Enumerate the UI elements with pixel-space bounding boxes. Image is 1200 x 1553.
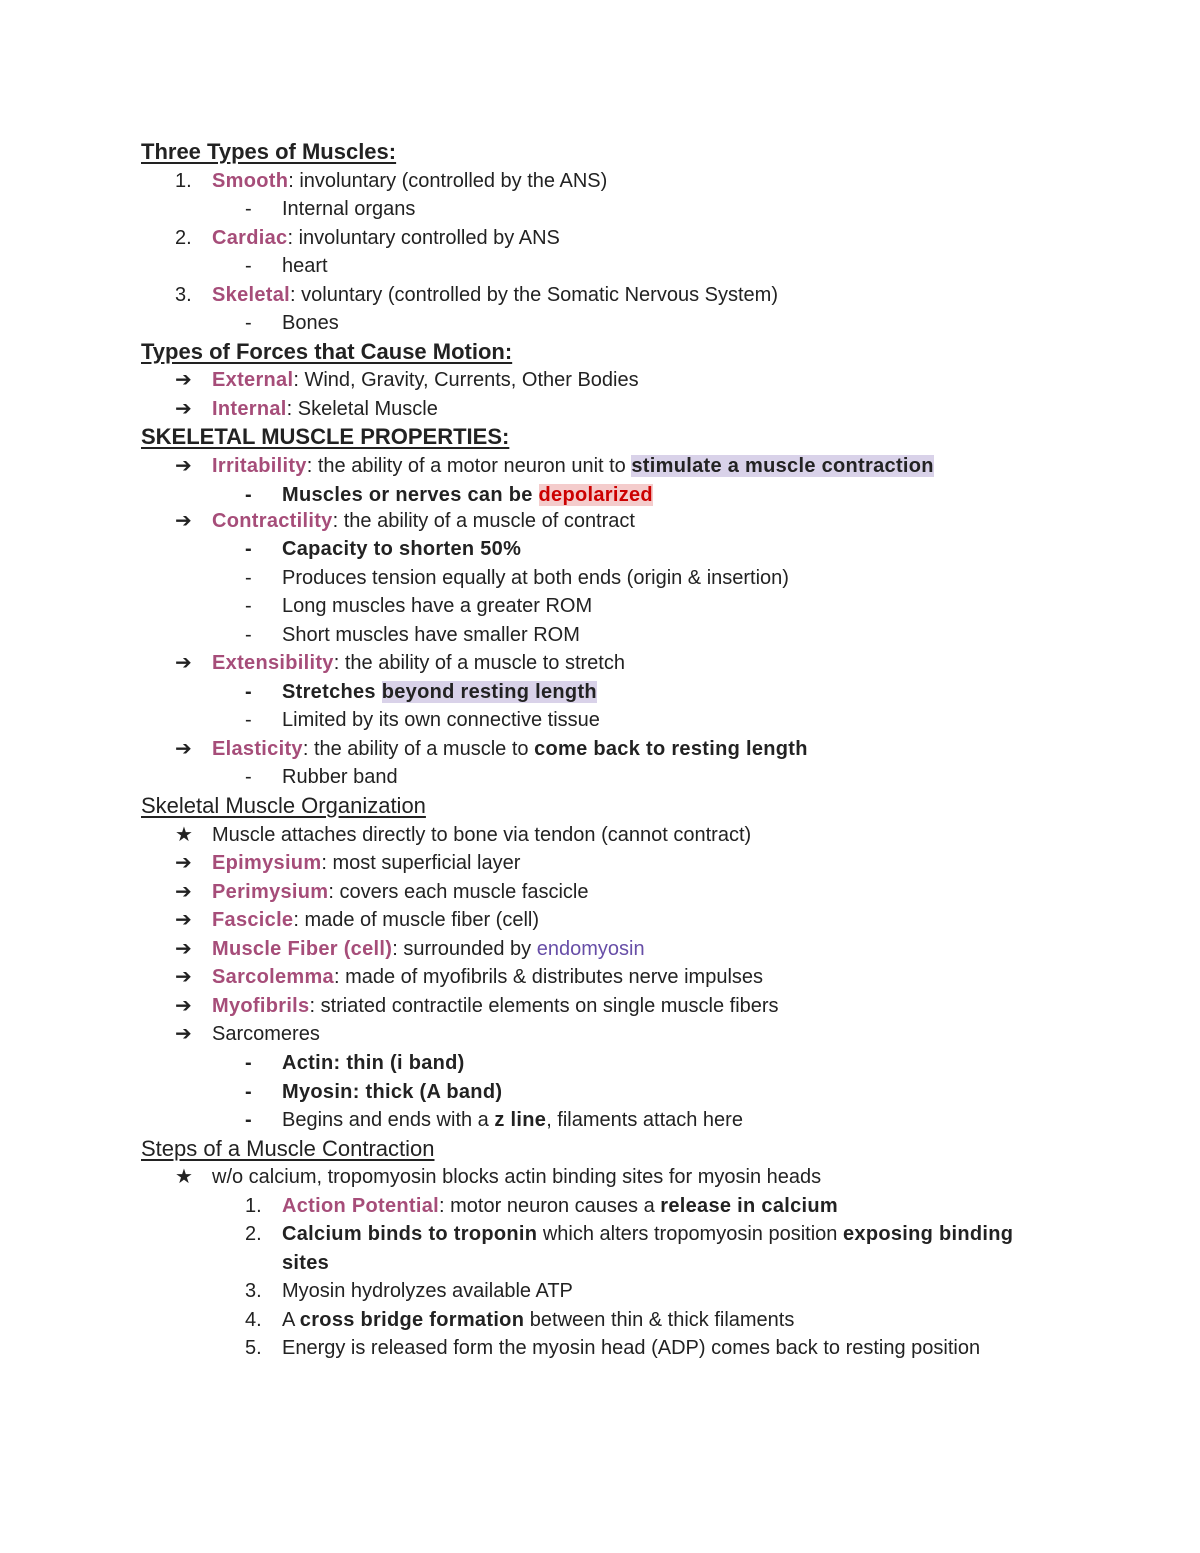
document-page: [141, 138, 1141, 1363]
heading-steps-of-muscle-contraction: Steps of a Muscle Contraction: [141, 1135, 435, 1161]
heading-three-types-of-muscles: Three Types of Muscles:: [141, 139, 397, 164]
sub-item: - Begins and ends with a z line, filaments attach here: [141, 1106, 1141, 1135]
list-number: 1.: [175, 169, 192, 192]
dash-bullet: -: [245, 483, 252, 506]
term: Internal: [212, 397, 287, 420]
step-item: 5. Energy is released form the myosin head (ADP) comes back to resting position: [141, 1334, 1141, 1363]
term: Skeletal: [212, 283, 291, 306]
list-number: 3.: [175, 283, 192, 306]
highlighted-text: beyond resting length: [381, 680, 597, 703]
term: Cardiac: [212, 226, 288, 249]
list-item: ➔ Muscle Fiber (cell): surrounded by endomyosin: [141, 935, 1141, 964]
arrow-bullet-icon: ➔: [175, 909, 192, 932]
list-item: ➔ Extensibility: the ability of a muscle to stretch: [141, 649, 1141, 678]
sub-item: - heart: [141, 252, 1141, 281]
sub-item: - Bones: [141, 309, 1141, 338]
sub-item: - Rubber band: [141, 763, 1141, 792]
arrow-bullet-icon: ➔: [175, 509, 192, 532]
purple-text: endomyosin: [536, 937, 645, 960]
list-item: ➔ Epimysium: most superficial layer: [141, 849, 1141, 878]
definition: : involuntary controlled by ANS: [287, 226, 560, 249]
dash-bullet: -: [245, 255, 252, 278]
definition: : voluntary (controlled by the Somatic Nervous System): [290, 283, 778, 306]
term: Contractility: [212, 509, 333, 532]
highlighted-text: stimulate a muscle contraction: [631, 455, 934, 478]
sub-item: - Long muscles have a greater ROM: [141, 592, 1141, 621]
dash-bullet: -: [245, 709, 252, 732]
step-item-continuation: sites: [282, 1251, 330, 1274]
dash-bullet: -: [245, 566, 252, 589]
step-item: 1. Action Potential: motor neuron causes a release in calcium: [141, 1192, 1141, 1221]
list-item: ➔ Sarcomeres: [141, 1020, 1141, 1049]
list-number: 1.: [245, 1194, 262, 1217]
list-number: 4.: [245, 1308, 262, 1331]
term: Irritability: [212, 455, 307, 478]
term: Sarcolemma: [212, 966, 334, 989]
dash-bullet: -: [245, 1080, 252, 1103]
dash-bullet: -: [245, 312, 252, 335]
term: Perimysium: [212, 880, 329, 903]
arrow-bullet-icon: ➔: [175, 937, 192, 960]
dash-bullet: -: [245, 538, 252, 561]
sub-item: - Actin: thin (i band): [141, 1049, 1141, 1078]
dash-bullet: -: [245, 766, 252, 789]
arrow-bullet-icon: ➔: [175, 455, 192, 478]
sub-item: - Internal organs: [141, 195, 1141, 224]
term: Smooth: [212, 169, 289, 192]
sub-item: - Produces tension equally at both ends (origin & insertion): [141, 564, 1141, 593]
arrow-bullet-icon: ➔: [175, 852, 192, 875]
arrow-bullet-icon: ➔: [175, 737, 192, 760]
dash-bullet: -: [245, 1109, 252, 1132]
list-item: ➔ External: Wind, Gravity, Currents, Other Bodies: [141, 366, 1141, 395]
list-item: ➔ Elasticity: the ability of a muscle to come back to resting length: [141, 735, 1141, 764]
list-item: ➔ Internal: Skeletal Muscle: [141, 395, 1141, 424]
dash-bullet: -: [245, 680, 252, 703]
highlighted-text: depolarized: [538, 483, 653, 506]
list-item: ➔ Contractility: the ability of a muscle of contract: [141, 507, 1141, 536]
list-item: ➔ Perimysium: covers each muscle fascicle: [141, 878, 1141, 907]
arrow-bullet-icon: ➔: [175, 1023, 192, 1046]
list-item: [141, 281, 1141, 310]
sub-item: - Short muscles have smaller ROM: [141, 621, 1141, 650]
term: External: [212, 369, 294, 392]
list-number: 2.: [245, 1223, 262, 1246]
list-item: ★ Muscle attaches directly to bone via tendon (cannot contract): [141, 821, 1141, 850]
term: Elasticity: [212, 737, 303, 760]
list-number: 3.: [245, 1280, 262, 1303]
arrow-bullet-icon: ➔: [175, 397, 192, 420]
dash-bullet: -: [245, 1051, 252, 1074]
sub-item: - Muscles or nerves can be depolarized: [141, 481, 1141, 507]
term: Action Potential: [282, 1194, 440, 1217]
heading-types-of-forces: Types of Forces that Cause Motion:: [141, 338, 513, 364]
star-bullet-icon: ★: [175, 823, 193, 846]
list-item: ➔ Irritability: the ability of a motor neuron unit to stimulate a muscle contraction: [141, 452, 1141, 481]
step-item: 2. Calcium binds to troponin which alters tropomyosin position exposing binding: [141, 1220, 1141, 1249]
arrow-bullet-icon: ➔: [175, 652, 192, 675]
sub-item: - Stretches beyond resting length: [141, 678, 1141, 707]
step-item: 3. Myosin hydrolyzes available ATP: [141, 1277, 1141, 1306]
list-item: ★ w/o calcium, tropomyosin blocks actin binding sites for myosin heads: [141, 1163, 1141, 1192]
list-item: [141, 224, 1141, 253]
list-number: 5.: [245, 1337, 262, 1360]
dash-bullet: -: [245, 623, 252, 646]
list-item: ➔ Myofibrils: striated contractile elements on single muscle fibers: [141, 992, 1141, 1021]
heading-skeletal-muscle-properties: SKELETAL MUSCLE PROPERTIES:: [141, 424, 510, 450]
arrow-bullet-icon: ➔: [175, 994, 192, 1017]
heading-skeletal-muscle-organization: Skeletal Muscle Organization: [141, 793, 426, 819]
star-bullet-icon: ★: [175, 1166, 193, 1189]
sub-item: - Myosin: thick (A band): [141, 1078, 1141, 1107]
term: Myofibrils: [212, 994, 310, 1017]
sub-item: - Capacity to shorten 50%: [141, 535, 1141, 564]
sub-item: - Limited by its own connective tissue: [141, 706, 1141, 735]
arrow-bullet-icon: ➔: [175, 966, 192, 989]
arrow-bullet-icon: ➔: [175, 880, 192, 903]
dash-bullet: -: [245, 198, 252, 221]
arrow-bullet-icon: ➔: [175, 369, 192, 392]
dash-bullet: -: [245, 595, 252, 618]
term: Muscle Fiber (cell): [212, 937, 393, 960]
definition: : involuntary (controlled by the ANS): [288, 169, 608, 192]
list-number: 2.: [175, 226, 192, 249]
term: Epimysium: [212, 852, 322, 875]
list-item: ➔ Fascicle: made of muscle fiber (cell): [141, 906, 1141, 935]
step-item: 4. A cross bridge formation between thin & thick filaments: [141, 1306, 1141, 1335]
list-item: [141, 167, 1141, 196]
term: Extensibility: [212, 652, 334, 675]
list-item: ➔ Sarcolemma: made of myofibrils & distributes nerve impulses: [141, 963, 1141, 992]
term: Fascicle: [212, 909, 294, 932]
